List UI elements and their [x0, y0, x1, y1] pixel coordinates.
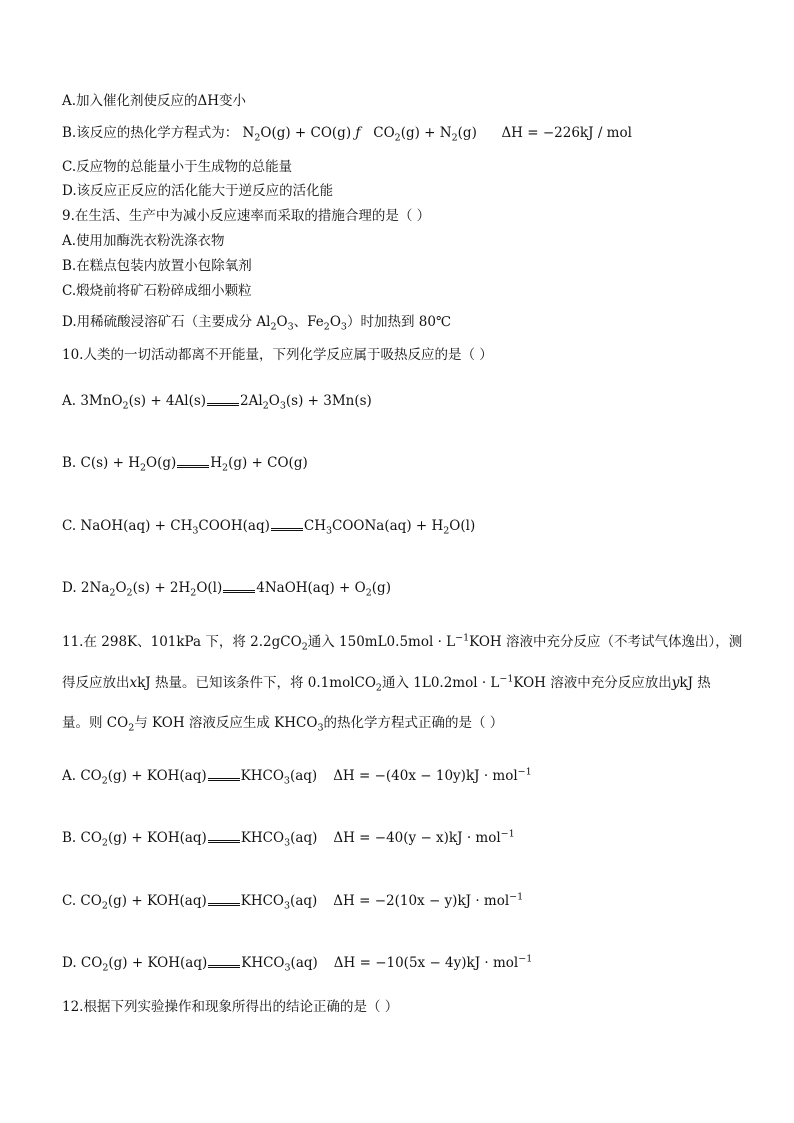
q9-stem: 9.在生活、生产中为减小反应速率而采取的措施合理的是（ ） [62, 208, 431, 224]
q12-stem: 12.根据下列实验操作和现象所得出的结论正确的是（ ） [62, 999, 399, 1015]
q11-text: 量。则 CO [62, 715, 129, 731]
q8-option-b [62, 124, 632, 142]
q10-option-c: C. NaOH(aq) + $CH_3COOH(aq)$ $CH_3COONa(aq) + H_2O(l)$ [62, 518, 476, 537]
q9-option-d-text: D.用稀硫酸浸溶矿石（主要成分 [62, 314, 253, 330]
q11-stem-line-2: 得反应放出xkJ 热量。已知该条件下，将 0.1molCO$_2$通入 $1L0.2mol \cdot L^{-1}KOH$ 溶液中充分反应放出ykJ 热 [62, 673, 711, 694]
q8-option-b-equation: $N_2O(g) + CO(g)$ ƒ $CO_2(g) + N_2(g)$ [242, 125, 477, 144]
q11-option-c: C. $CO_2(g) + KOH(aq)$ $KHCO_3(aq) \Delta H = -2(10x - y)kJ \cdot mol^{-1}$ [62, 891, 524, 912]
q11-option-c-enthalpy: ΔH = −2(10x − y)kJ · mol [333, 893, 510, 909]
q11-option-b: B. $CO_2(g) + KOH(aq)$ $KHCO_3(aq) \Delta H = -40(y - x)kJ \cdot mol^{-1}$ [62, 828, 515, 849]
q11-option-a-enthalpy: ΔH = −(40x − 10y)kJ · mol [333, 768, 518, 784]
q10-option-b: B. $C(s) + H_2O(g) H_2(g) + CO(g)$ [62, 455, 308, 474]
q8-option-d: D.该反应正反应的活化能大于逆反应的活化能 [62, 183, 334, 199]
q9-option-d-sep: 、 [293, 314, 308, 330]
q11-option-d: D. $CO_2(g) + KOH(aq)$ $KHCO_3(aq) \Delta H = -10(5x - 4y)kJ \cdot mol^{-1}$ [62, 953, 533, 974]
q11-text: kJ 热 [679, 675, 711, 691]
q8-option-b-label: B.该反应的热化学方程式为： [62, 125, 239, 141]
q9-option-a: A.使用加酶洗衣粉洗涤衣物 [62, 233, 225, 249]
q9-option-c: C.煅烧前将矿石粉碎成细小颗粒 [62, 283, 252, 299]
q8-option-c: C.反应物的总能量小于生成物的总能量 [62, 159, 293, 175]
q11-text: 得反应放出 [62, 675, 130, 691]
q11-stem-line-1: 11.在 298K、101kPa 下，将 2.2gCO$_2$通入 $150mL0.5mol \cdot L^{-1}KOH$ 溶液中充分反应（不考试气体逸出），测 [62, 632, 743, 653]
q9-option-d: D.用稀硫酸浸溶矿石（主要成分 $Al_2O_3$、$Fe_2O_3$）时加热到 80℃ [62, 314, 452, 333]
q8-option-a: A.加入催化剂使反应的ΔH变小 [62, 93, 247, 109]
q11-option-b-enthalpy: ΔH = −40(y − x)kJ · mol [333, 830, 501, 846]
q11-text: 的热化学方程式正确的是（ ） [323, 715, 504, 731]
q11-text: 与 KOH 溶液反应生成 KHCO [134, 715, 318, 731]
q10-stem: 10.人类的一切活动都离不开能量，下列化学反应属于吸热反应的是（ ） [62, 347, 493, 363]
q9-option-b: B.在糕点包装内放置小包除氧剂 [62, 258, 252, 274]
q11-text: 11.在 298K、101kPa 下，将 2.2gCO [62, 634, 302, 650]
q11-text: KOH 溶液中充分反应放出 [513, 675, 672, 691]
q11-text: 通入 1L0.2mol · L [381, 675, 500, 691]
q11-stem-line-3: 量。则 $CO_2$与 KOH 溶液反应生成 $KHCO_3$的热化学方程式正确的是（ ） [62, 715, 504, 734]
q11-option-a: A. $CO_2(g) + KOH(aq)$ $KHCO_3(aq) \Delta H = -(40x - 10y)kJ \cdot mol^{-1}$ [62, 766, 532, 787]
q11-text: KOH 溶液中充分反应（不考试气体逸出），测 [469, 634, 743, 650]
q11-text: 通入 150mL0.5mol · L [307, 634, 456, 650]
q11-option-d-enthalpy: ΔH = −10(5x − 4y)kJ · mol [333, 955, 519, 971]
q8-option-b-enthalpy: ΔH = −226kJ / mol [501, 125, 632, 141]
q10-option-d: D. $2Na_2O_2(s) + 2H_2O(l)$ 4NaOH(aq) + $O_2(g)$ [62, 580, 391, 599]
q10-option-a: A. 3MnO$_2$(s) + 4Al(s) $2Al_2O_3(s) + 3Mn(s)$ [62, 393, 372, 412]
q9-option-d-tail: ）时加热到 80℃ [346, 314, 452, 330]
q11-text: kJ 热量。已知该条件下，将 0.1molCO [137, 675, 376, 691]
